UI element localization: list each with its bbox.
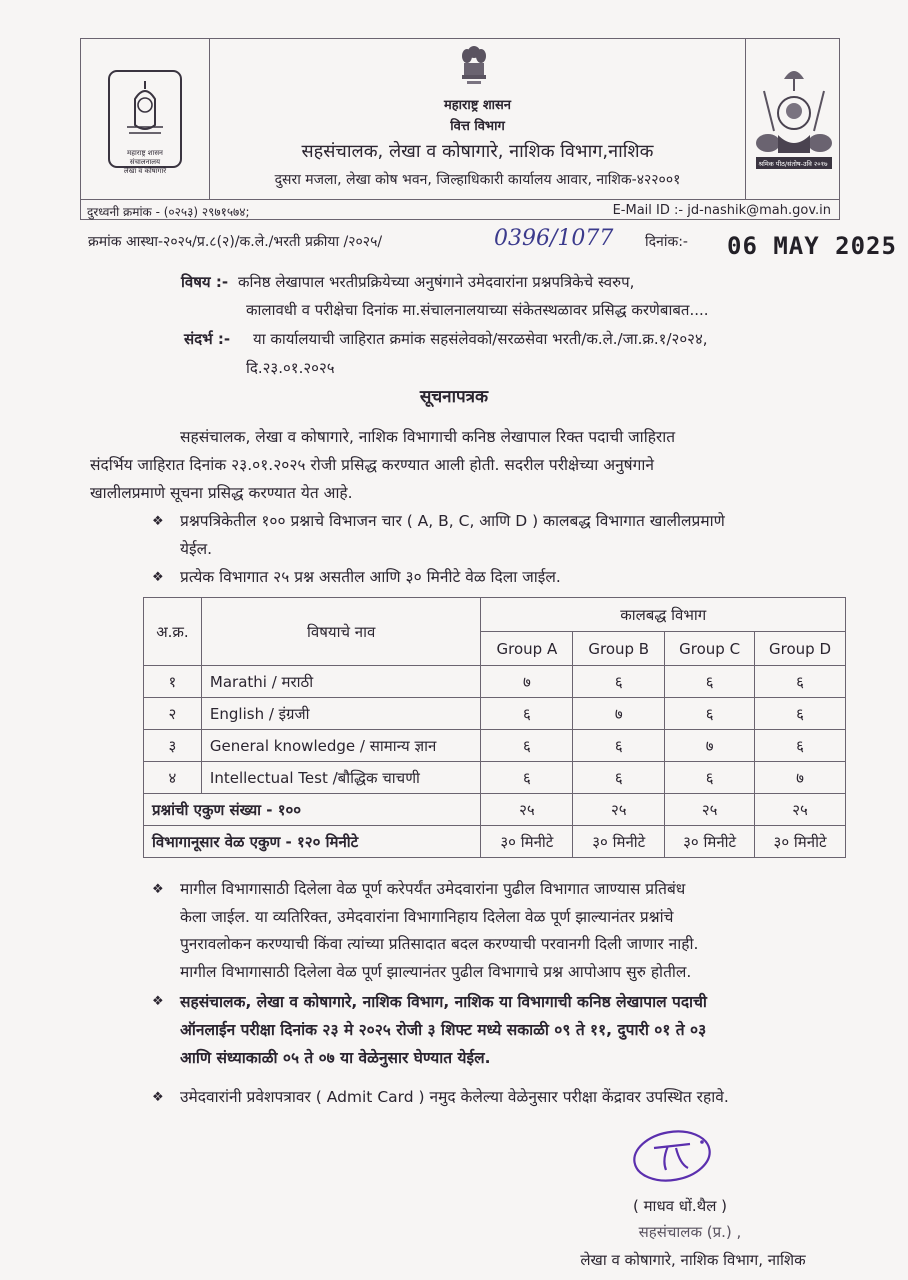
row-value: ६ [755, 698, 846, 730]
total-value: २५ [665, 794, 755, 826]
col-header-group: Group C [665, 632, 755, 666]
bullet-line: येईल. [180, 539, 213, 558]
bullet-line: उमेदवारांनी प्रवेशपत्रावर ( Admit Card ) नमुद केलेल्या वेळेनुसार परीक्षा केंद्रावर उपस्थित रहावे. [180, 1088, 729, 1106]
bullet-line: प्रत्येक विभागात २५ प्रश्न असतील आणि ३० मिनीटे वेळ दिला जाईल. [180, 568, 561, 586]
row-value: ६ [573, 666, 665, 698]
row-sr: २ [144, 698, 202, 730]
row-value: ७ [665, 730, 755, 762]
row-value: ७ [481, 666, 573, 698]
bullet-line: मागील विभागासाठी दिलेला वेळ पूर्ण करेपर्यंत उमेदवारांना पुढील विभागात जाण्यास प्रतिबंध [180, 880, 686, 898]
time-value: ३० मिनीटे [481, 826, 573, 858]
row-value: ६ [573, 762, 665, 794]
subject-line: कनिष्ठ लेखापाल भरतीप्रक्रियेच्या अनुषंगाने उमेदवारांना प्रश्नपत्रिकेचे स्वरुप, [238, 273, 635, 291]
bullet-line: मागील विभागासाठी दिलेला वेळ पूर्ण झाल्यानंतर पुढील विभागाचे प्रश्न आपोआप सुरु होतील. [180, 962, 692, 981]
time-label: विभागानूसार वेळ एकुण - १२० मिनीटे [144, 826, 481, 858]
total-value: २५ [481, 794, 573, 826]
notice-paragraph-line: खालीलप्रमाणे सूचना प्रसिद्ध करण्यात येत आहे. [90, 484, 353, 502]
row-value: ७ [573, 698, 665, 730]
notice-title: सूचनापत्रक [419, 387, 489, 407]
total-label: प्रश्नांची एकुण संख्या - १०० [144, 794, 481, 826]
national-emblem-icon [459, 43, 489, 89]
row-subject: General knowledge / सामान्य ज्ञान [201, 730, 481, 762]
bullet-line: ऑनलाईन परीक्षा दिनांक २३ मे २०२५ रोजी ३ शिफ्ट मध्ये सकाळी ०९ ते ११, दुपारी ०१ ते ०३ [180, 1021, 707, 1039]
bullet-mark: ❖ [152, 994, 164, 1009]
office-name: सहसंचालक, लेखा व कोषागारे, नाशिक विभाग,नाशिक [301, 141, 654, 162]
bullet-line: आणि संध्याकाळी ०५ ते ०७ या वेळेनुसार घेण्यात येईल. [180, 1049, 491, 1067]
email-address: E-Mail ID :- jd-nashik@mah.gov.in [612, 203, 831, 218]
subject-line: कालावधी व परीक्षेचा दिनांक मा.संचालनालयाच्या संकेतस्थळावर प्रसिद्ध करणेबाबत.... [246, 301, 709, 319]
row-value: ६ [755, 666, 846, 698]
row-value: ६ [573, 730, 665, 762]
department-name: वित्त विभाग [450, 119, 505, 134]
exam-schedule-table [143, 597, 846, 858]
reference-number: 0396/1077 [494, 226, 614, 251]
col-header-sr: अ.क्र. [144, 598, 202, 666]
crest-caption: श्रमिक पीठ/संतोष-उवि २०१७ [758, 160, 828, 168]
col-header-subject: विषयाचे नाव [201, 598, 481, 666]
royal-crest-icon [754, 61, 834, 171]
letterhead-logo-cell [81, 39, 210, 199]
row-value: ६ [665, 698, 755, 730]
row-value: ७ [755, 762, 846, 794]
col-header-group: Group B [573, 632, 665, 666]
row-value: ६ [481, 730, 573, 762]
reference-text: दि.२३.०१.२०२५ [246, 359, 335, 377]
bullet-mark: ❖ [152, 570, 164, 585]
table-row [144, 762, 846, 794]
emblem-text-line: संचालनालय [129, 158, 161, 166]
table-row [144, 666, 846, 698]
notice-paragraph-line: सहसंचालक, लेखा व कोषागारे, नाशिक विभागाची कनिष्ठ लेखापाल रिक्त पदाची जाहिरात [180, 428, 676, 446]
time-value: ३० मिनीटे [665, 826, 755, 858]
row-value: ६ [665, 666, 755, 698]
bullet-item [152, 564, 561, 592]
bullet-mark: ❖ [152, 882, 164, 897]
bullet-line: पुनरावलोकन करण्याची किंवा त्यांच्या प्रतिसादात बदल करण्याची परवानगी दिली जाणार नाही. [180, 935, 699, 953]
signatory-name: ( माधव धों.थैल ) [632, 1197, 728, 1215]
bullet-mark: ❖ [152, 1090, 164, 1105]
letterhead [80, 38, 840, 220]
bullet-item [152, 1084, 729, 1112]
letterhead-divider [81, 199, 839, 200]
phone-number: दुरध्वनी क्रमांक - (०२५३) २९७१५७४; [87, 205, 250, 219]
signatory-designation: सहसंचालक (प्र.) , [638, 1223, 742, 1241]
emblem-text-line: लेखा व कोषागारे [123, 167, 167, 175]
col-header-group: Group A [481, 632, 573, 666]
table-time-row [144, 826, 846, 858]
time-value: ३० मिनीटे [755, 826, 846, 858]
date-label: दिनांक:- [645, 234, 688, 250]
row-subject: Intellectual Test /बौद्धिक चाचणी [201, 762, 481, 794]
signatory-office: लेखा व कोषागारे, नाशिक विभाग, नाशिक [580, 1251, 806, 1269]
bullet-line: केला जाईल. या व्यतिरिक्त, उमेदवारांना विभागानिहाय दिलेला वेळ पूर्ण झाल्यानंतर प्रश्नांचे [180, 907, 674, 926]
department-emblem-text [105, 149, 185, 176]
office-address: दुसरा मजला, लेखा कोष भवन, जिल्हाधिकारी कार्यालय आवार, नाशिक-४२२००१ [274, 172, 681, 188]
date-stamp: 06 MAY 2025 [727, 232, 897, 260]
row-value: ६ [665, 762, 755, 794]
government-name: महाराष्ट्र शासन [443, 98, 512, 113]
bullet-item-exam-date [152, 988, 707, 1072]
bullet-mark: ❖ [152, 514, 164, 529]
row-subject: Marathi / मराठी [201, 666, 481, 698]
col-header-sections: कालबद्ध विभाग [481, 598, 846, 632]
signature-icon [628, 1124, 722, 1186]
row-sr: १ [144, 666, 202, 698]
row-value: ६ [481, 698, 573, 730]
row-subject: English / इंग्रजी [201, 698, 481, 730]
reference-label: संदर्भ :- [184, 330, 231, 348]
subject-label: विषय :- [181, 273, 229, 291]
letterhead-crest-cell [745, 39, 839, 199]
bullet-item [152, 876, 699, 986]
row-sr: ४ [144, 762, 202, 794]
bullet-line: प्रश्नपत्रिकेतील १०० प्रश्नाचे विभाजन चार ( A, B, C, आणि D ) कालबद्ध विभागात खालीलप्रमाणे [180, 512, 725, 530]
time-value: ३० मिनीटे [573, 826, 665, 858]
bullet-line: सहसंचालक, लेखा व कोषागारे, नाशिक विभाग, नाशिक या विभागाची कनिष्ठ लेखापाल पदाची [180, 993, 707, 1011]
table-row [144, 730, 846, 762]
row-sr: ३ [144, 730, 202, 762]
total-value: २५ [573, 794, 665, 826]
notice-paragraph-line: संदर्भिय जाहिरात दिनांक २३.०१.२०२५ रोजी प्रसिद्ध करण्यात आली होती. सदरील परीक्षेच्या अनुषंगाने [90, 456, 654, 474]
col-header-group: Group D [755, 632, 846, 666]
table-row [144, 698, 846, 730]
total-value: २५ [755, 794, 846, 826]
row-value: ६ [755, 730, 846, 762]
emblem-text-line: महाराष्ट्र शासन [127, 149, 163, 157]
row-value: ६ [481, 762, 573, 794]
reference-line: क्रमांक आस्था-२०२५/प्र.८(२)/क.ले./भरती प्रक्रीया /२०२५/ [88, 234, 383, 250]
bullet-item [152, 508, 725, 563]
reference-text: या कार्यालयाची जाहिरात क्रमांक सहसंलेवको/सरळसेवा भरती/क.ले./जा.क्र.१/२०२४, [253, 330, 708, 348]
table-total-row [144, 794, 846, 826]
